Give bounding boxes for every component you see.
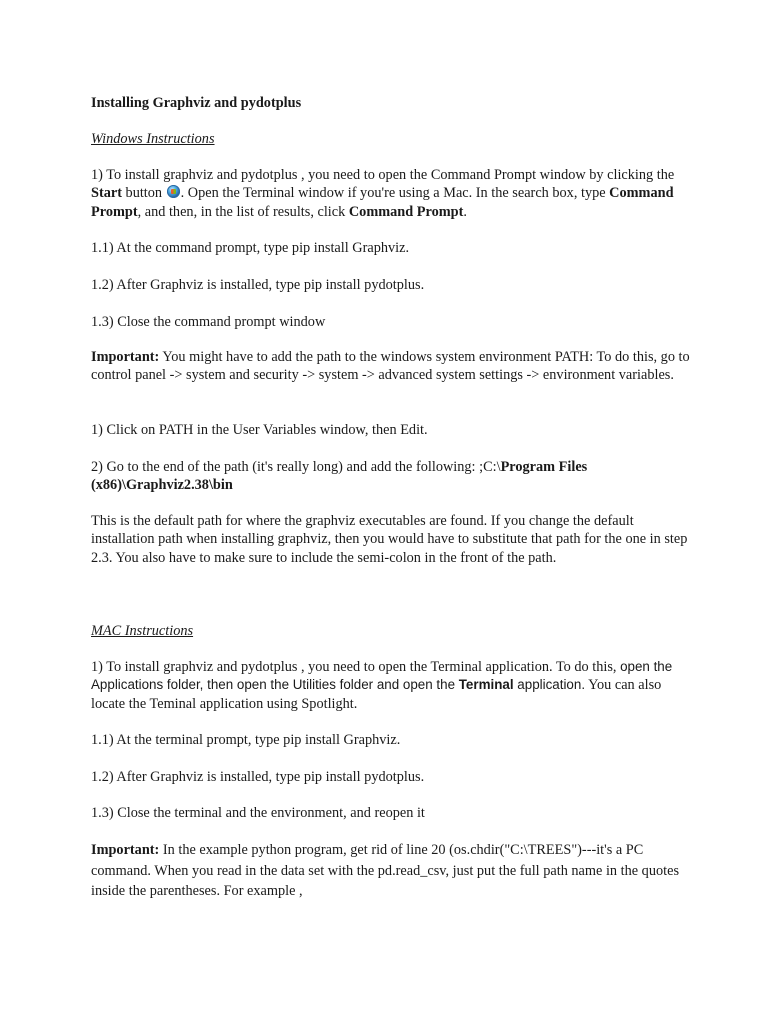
document-title: Installing Graphviz and pydotplus — [91, 95, 302, 111]
mac-heading: MAC Instructions — [91, 623, 194, 639]
windows-path-step-2: 2) Go to the end of the path (it's really long) and add the following: ;C:\Program Files (x86)\Graphviz2.38\bin — [91, 459, 588, 494]
windows-default-path-note: This is the default path for where the graphviz executables are found. If you change the default installation path when installing graphviz, then you would have to substitute that path for the one in step 2.3. You also have to make sure to include the semi-colon in the front of the path. — [91, 513, 688, 566]
mac-step-1-1: 1.1) At the terminal prompt, type pip install Graphviz. — [91, 732, 401, 748]
windows-path-step-1: 1) Click on PATH in the User Variables window, then Edit. — [91, 422, 428, 438]
windows-step-1-3: 1.3) Close the command prompt window — [91, 314, 326, 330]
mac-step-1: 1) To install graphviz and pydotplus , you need to open the Terminal application. To do this, open the Applications folder, then open the Utilities folder and open the Terminal application. You can also locate the Teminal application using Spotlight. — [91, 659, 673, 712]
mac-important-note: Important: In the example python program, get rid of line 20 (os.chdir("C:\TREES")---it's a PC command. When you read in the data set with the pd.read_csv, just put the full path name in the quotes inside the parentheses. For example , — [91, 842, 680, 899]
mac-step-1-2: 1.2) After Graphviz is installed, type pip install pydotplus. — [91, 769, 425, 785]
mac-step-1-3: 1.3) Close the terminal and the environment, and reopen it — [91, 805, 425, 821]
windows-start-icon — [167, 185, 180, 198]
windows-important-note: Important: You might have to add the path to the windows system environment PATH: To do this, go to control panel -> system and security -> system -> advanced system settings -> environment variables. — [91, 349, 690, 384]
windows-heading: Windows Instructions — [91, 131, 215, 147]
windows-step-1-2: 1.2) After Graphviz is installed, type pip install pydotplus. — [91, 277, 425, 293]
windows-step-1-1: 1.1) At the command prompt, type pip install Graphviz. — [91, 240, 410, 256]
windows-step-1: 1) To install graphviz and pydotplus , you need to open the Command Prompt window by clicking the Start button . Open the Terminal window if you're using a Mac. In the search box, type Command Prompt, and then, in the list of results, click Command Prompt. — [91, 167, 675, 220]
